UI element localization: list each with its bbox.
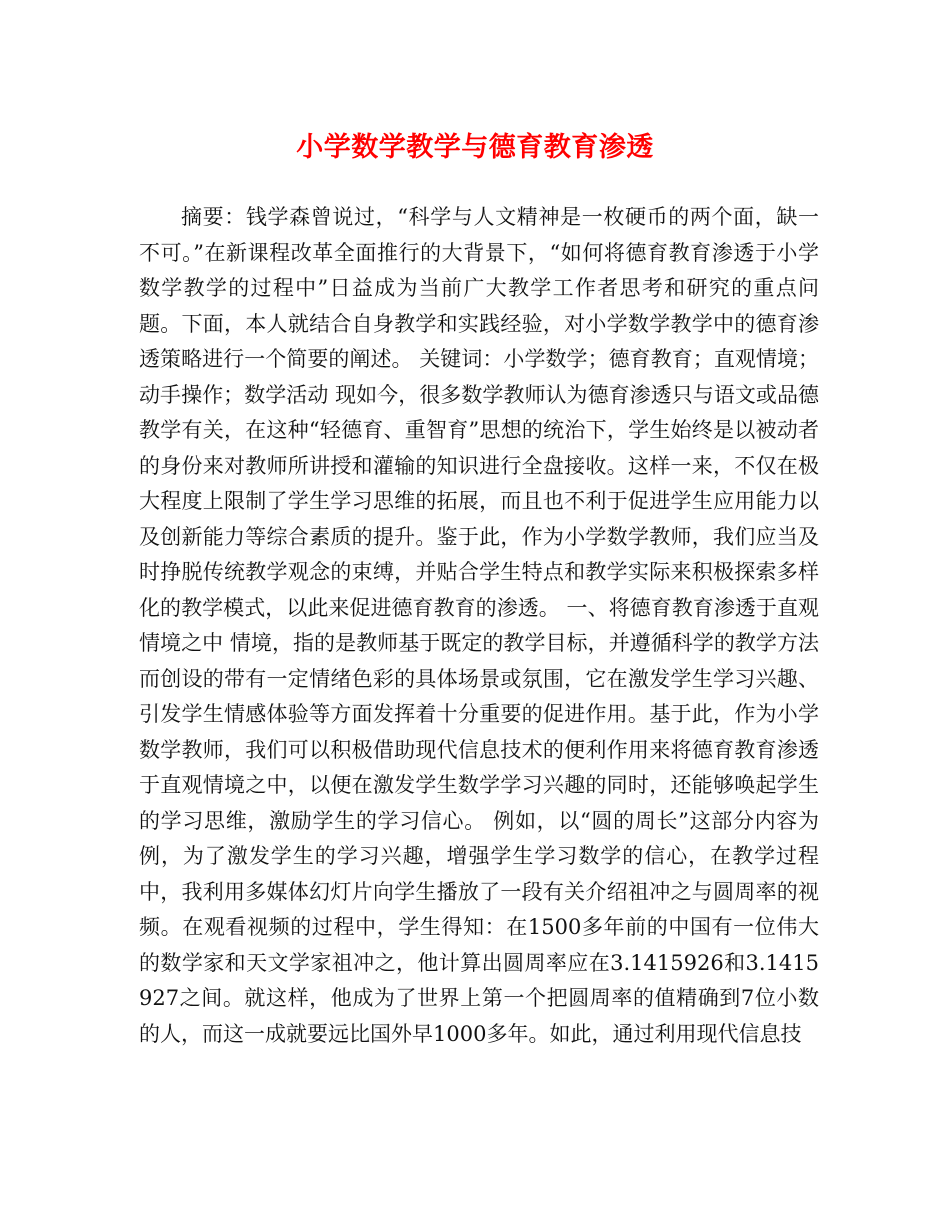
document-title: 小学数学教学与德育教育渗透 xyxy=(296,132,654,163)
document-body-paragraph: 摘要：钱学森曾说过，“科学与人文精神是一枚硬币的两个面，缺一不可。”在新课程改革全面推行的大背景下，“如何将德育教育渗透于小学数学教学的过程中”日益成为当前广大教学工作者思考和研究的重点问题。下面，本人就结合自身教学和实践经验，对小学数学教学中的德育渗透策略进行一个简要的阐述。 关键词：小学数学；德育教育；直观情境；动手操作；数学活动 现如今，很多数学教师认为德育渗透只与语文或品德教学有关，在这种“轻德育、重智育”思想的统治下，学生始终是以被动者的身份来对教师所讲授和灌输的知识进行全盘接收。这样一来，不仅在极大程度上限制了学生学习思维的拓展，而且也不利于促进学生应用能力以及创新能力等综合素质的提升。鉴于此，作为小学数学教师，我们应当及时挣脱传统教学观念的束缚，并贴合学生特点和教学实际来积极探索多样化的教学模式，以此来促进德育教育的渗透。 一、将德育教育渗透于直观情境之中 情境，指的是教师基于既定的教学目标，并遵循科学的教学方法而创设的带有一定情绪色彩的具体场景或氛围，它在激发学生学习兴趣、引发学生情感体验等方面发挥着十分重要的促进作用。基于此，作为小学数学教师，我们可以积极借助现代信息技术的便利作用来将德育教育渗透于直观情境之中，以便在激发学生数学学习兴趣的同时，还能够唤起学生的学习思维，激励学生的学习信心。 例如，以“圆的周长”这部分内容为例，为了激发学生的学习兴趣，增强学生学习数学的信心，在教学过程中，我利用多媒体幻灯片向学生播放了一段有关介绍祖冲之与圆周率的视频。在观看视频的过程中，学生得知：在1500多年前的中国有一位伟大的数学家和天文学家祖冲之，他计算出圆周率应在3.1415926和3.1415927之间。就这样，他成为了世界上第一个把圆周率的值精确到7位小数的人，而这一成就要远比国外早1000多年。如此，通过利用现代信息技 xyxy=(139,205,819,1046)
